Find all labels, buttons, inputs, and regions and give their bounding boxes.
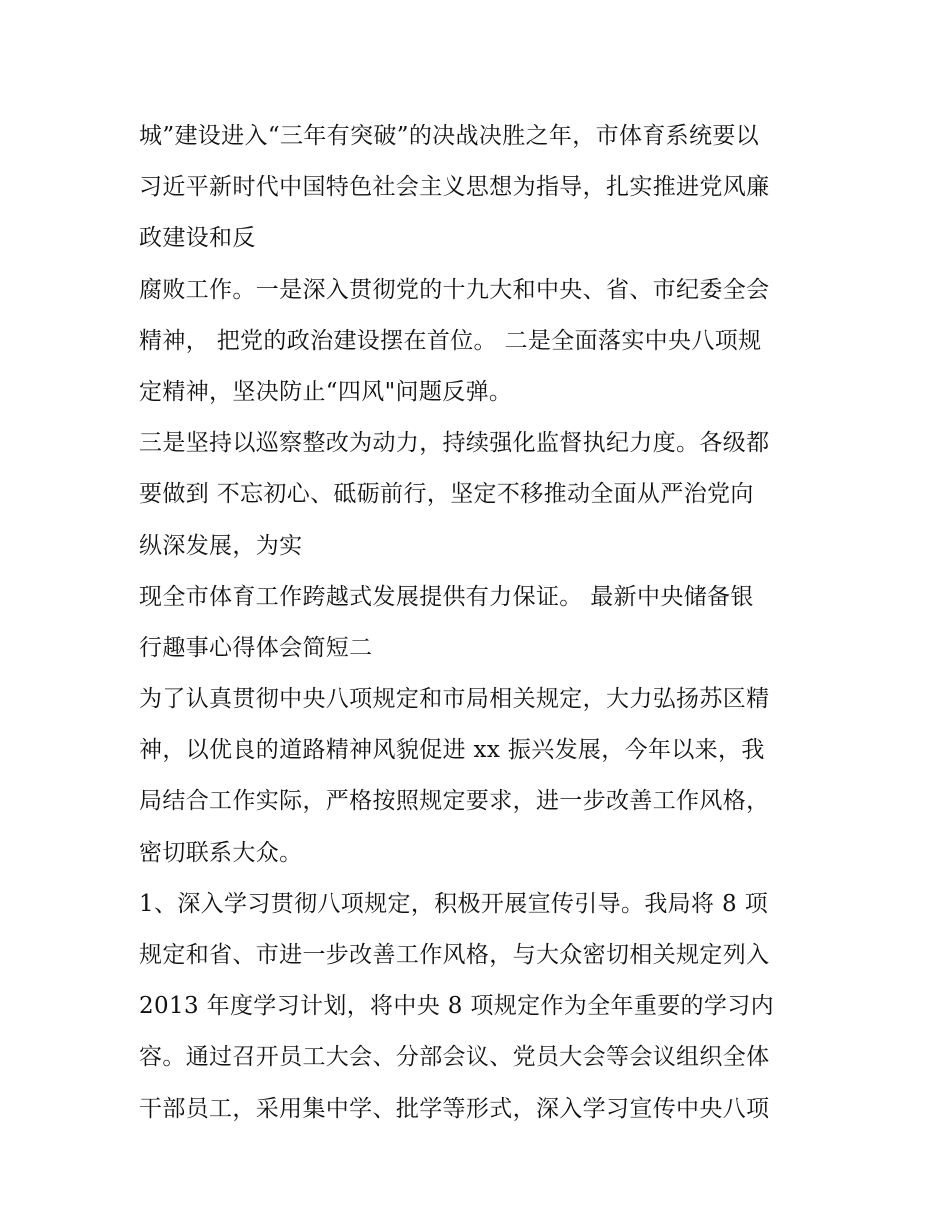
text-line: 城”建设进入“三年有突破”的决战决胜之年，市体育系统要以: [139, 123, 760, 149]
text-line: 精神， 把党的政治建设摆在首位。 二是全面落实中央八项规: [139, 327, 762, 354]
text-line: 习近平新时代中国特色社会主义思想为指导，扎实推进党风廉: [139, 174, 770, 201]
text-line: 政建设和反: [139, 225, 256, 252]
text-line: 2013 年度学习计划，将中央 8 项规定作为全年重要的学习内: [139, 993, 774, 1020]
text-line: 神，以优良的道路精神风貌促进 xx 振兴发展，今年以来，我: [139, 737, 765, 764]
text-line: 定精神，坚决防止“四风"问题反弹。: [139, 378, 513, 405]
text-line: 要做到 不忘初心、砥砺前行，坚定不移推动全面从严治党向: [139, 481, 754, 508]
text-line: 三是坚持以巡察整改为动力，持续强化监督执纪力度。各级都: [139, 430, 770, 457]
text-line: 局结合工作实际，严格按照规定要求，进一步改善工作风格，: [139, 788, 770, 815]
text-line: 密切联系大众。: [139, 839, 303, 866]
document-body: [139, 111, 839, 1135]
text-line: 1、深入学习贯彻八项规定，积极开展宣传引导。我局将 8 项: [139, 890, 769, 917]
text-line: 现全市体育工作跨越式发展提供有力保证。 最新中央储备银: [139, 583, 754, 610]
text-line: 干部员工，采用集中学、批学等形式，深入学习宣传中央八项: [139, 1095, 770, 1122]
text-line: 纵深发展，为实: [139, 532, 303, 559]
text-line: 为了认真贯彻中央八项规定和市局相关规定，大力弘扬苏区精: [139, 686, 770, 713]
text-line: 规定和省、市进一步改善工作风格，与大众密切相关规定列入: [139, 942, 770, 968]
text-line: 容。通过召开员工大会、分部会议、党员大会等会议组织全体: [139, 1044, 770, 1071]
text-line: 腐败工作。一是深入贯彻党的十九大和中央、省、市纪委全会: [139, 276, 770, 303]
text-line: 行趣事心得体会简短二: [139, 634, 373, 661]
